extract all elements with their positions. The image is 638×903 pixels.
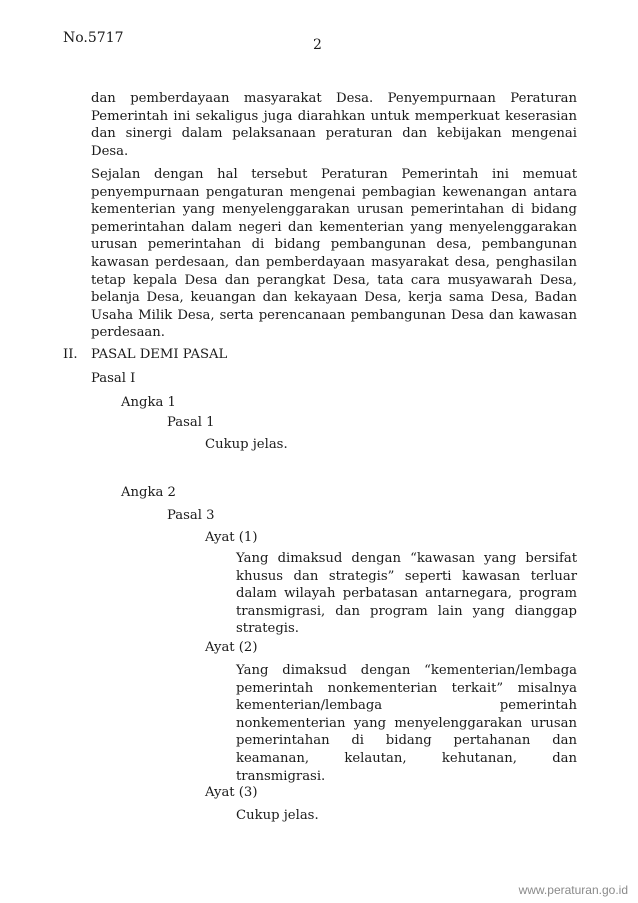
footer-url[interactable]: www.peraturan.go.id xyxy=(518,883,628,897)
document-number: No.5717 xyxy=(63,30,124,46)
ayat-2-heading: Ayat (2) xyxy=(205,640,258,655)
ayat-1-text: Yang dimaksud dengan “kawasan yang bersifat khusus dan strategis” seperti kawasan terluar dalam wilayah perbatasan antarnegara, program transmigrasi, dan program lain yang dianggap strategis. xyxy=(236,551,577,637)
ayat-3-text: Cukup jelas. xyxy=(236,808,319,823)
pasal-1-text: Cukup jelas. xyxy=(205,437,288,452)
pasal-1-heading: Pasal 1 xyxy=(167,415,215,430)
ayat-2-text: Yang dimaksud dengan “kementerian/lembaga pemerintah nonkementerian terkait” misalnya kementerian/lembaga pemerintah nonkementerian yang menyelenggarakan urusan pemerintahan di bidang pertahanan dan keamanan, kelautan, kehutanan, dan transmigrasi. xyxy=(236,663,577,784)
pasal-i-heading: Pasal I xyxy=(91,371,136,386)
section-title: PASAL DEMI PASAL xyxy=(91,347,228,362)
pasal-3-heading: Pasal 3 xyxy=(167,508,215,523)
paragraph-intro: dan pemberdayaan masyarakat Desa. Penyempurnaan Peraturan Pemerintah ini sekaligus juga diarahkan untuk memperkuat keserasian dan sinergi dalam pelaksanaan peraturan dan kebijakan mengenai Desa. xyxy=(91,91,577,159)
ayat-1-heading: Ayat (1) xyxy=(205,530,258,545)
ayat-3-heading: Ayat (3) xyxy=(205,785,258,800)
paragraph-sejalan: Sejalan dengan hal tersebut Peraturan Pemerintah ini memuat penyempurnaan pengaturan mengenai pembagian kewenangan antara kementerian yang menyelenggarakan urusan pemerintahan di bidang pemerintahan dalam negeri dan kementerian yang menyelenggarakan urusan pemerintahan di bidang pembangunan desa, pembangunan kawasan perdesaan, dan pemberdayaan masyarakat desa, penghasilan tetap kepala Desa dan perangkat Desa, tata cara musyawarah Desa, belanja Desa, keuangan dan kekayaan Desa, kerja sama Desa, Badan Usaha Milik Desa, serta perencanaan pembangunan Desa dan kawasan perdesaan. xyxy=(91,167,577,341)
angka-1-heading: Angka 1 xyxy=(121,395,176,410)
angka-2-heading: Angka 2 xyxy=(121,485,176,500)
section-number: II. xyxy=(63,347,78,362)
page-number: 2 xyxy=(313,37,322,53)
